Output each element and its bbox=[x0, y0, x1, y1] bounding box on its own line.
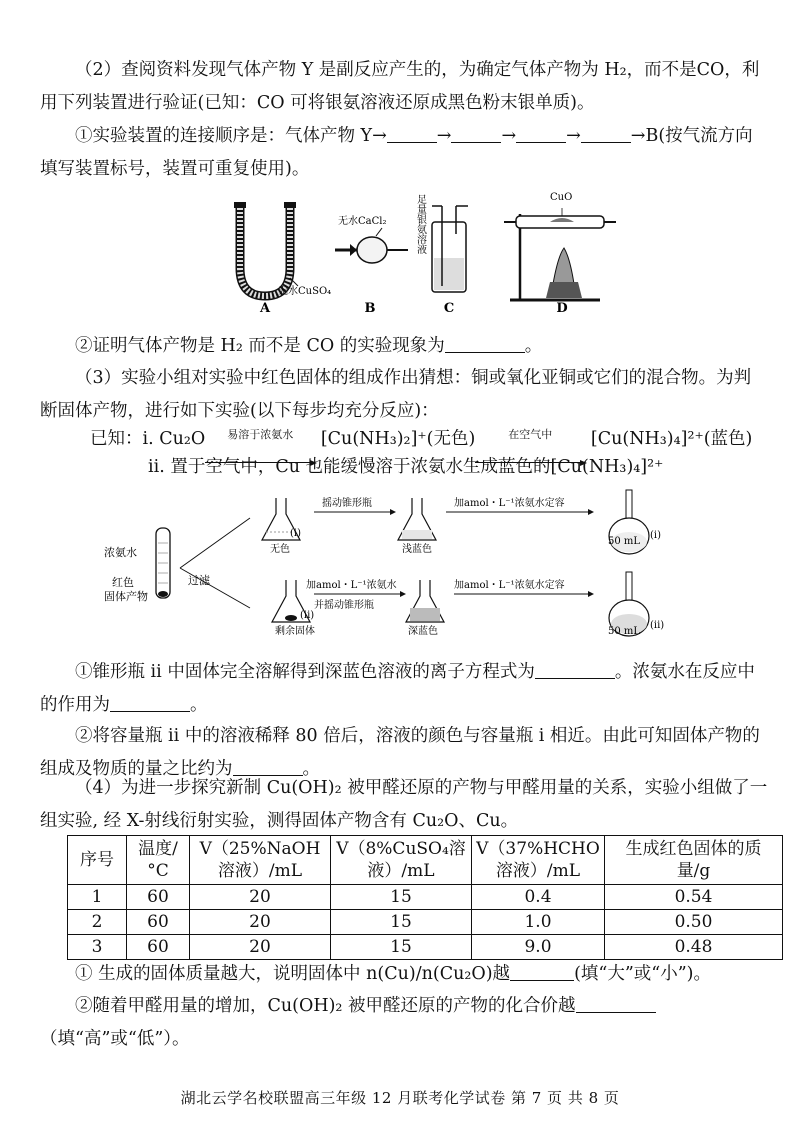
flask-i-color: 无色 bbox=[270, 544, 290, 555]
apparatus-a-label: A bbox=[259, 301, 271, 316]
step-add-shake-2: 并摇动锥形瓶 bbox=[314, 600, 374, 611]
header-hcho: V（37%HCHO溶液）/mL bbox=[472, 836, 605, 885]
vol-flask-ii-size: 50 mL bbox=[608, 626, 641, 637]
apparatus-c-label: C bbox=[443, 301, 455, 316]
answer-blank-10[interactable] bbox=[576, 994, 656, 1013]
vol-flask-ii-label: (ii) bbox=[650, 620, 665, 631]
section2-question1: ①实验装置的连接顺序是：气体产物 Y→ → → → →B(按气流方向填写装置标号，装置可重复使用)。 bbox=[40, 126, 753, 179]
answer-blank-9[interactable] bbox=[510, 962, 574, 981]
apparatus-d-reagent: CuO bbox=[550, 192, 573, 203]
residue-label: 剩余固体 bbox=[275, 626, 315, 637]
experiment-flow-diagram bbox=[100, 488, 700, 648]
step-shake-label: 摇动锥形瓶 bbox=[322, 498, 372, 509]
apparatus-figure bbox=[220, 178, 620, 318]
tube-label-ammonia: 浓氨水 bbox=[104, 546, 137, 559]
apparatus-b-label: B bbox=[364, 301, 376, 316]
answer-blank-4[interactable] bbox=[581, 124, 631, 143]
header-cuso4: V（8%CuSO₄溶液）/mL bbox=[331, 836, 472, 885]
header-seq: 序号 bbox=[68, 836, 127, 885]
known-condition-ii: ii. 置于空气中，Cu 也能缓慢溶于浓氨水生成蓝色的[Cu(NH₃)₄]²⁺ bbox=[148, 457, 664, 477]
apparatus-b-drying-tube bbox=[335, 228, 408, 263]
answer-blank-6[interactable] bbox=[535, 660, 615, 679]
answer-blank-5[interactable] bbox=[445, 334, 525, 353]
answer-blank-7[interactable] bbox=[110, 693, 190, 712]
apparatus-a-u-tube bbox=[234, 202, 298, 296]
section2-intro: （2）查阅资料发现气体产物 Y 是副反应产生的，为确定气体产物为 H₂，而不是CO，利用下列装置进行验证(已知：CO 可将银氨溶液还原成黑色粉末银单质)。 bbox=[40, 60, 760, 113]
table-row: 3 60 20 15 9.0 0.48 bbox=[68, 935, 783, 960]
table-header-row bbox=[68, 836, 783, 885]
answer-blank-3[interactable] bbox=[516, 124, 566, 143]
apparatus-d-heated-tube bbox=[504, 208, 616, 300]
reaction-arrow-1: 易溶于浓氨水 bbox=[205, 420, 315, 463]
answer-blank-2[interactable] bbox=[451, 124, 501, 143]
reaction-arrow-2: 在空气中 bbox=[475, 420, 585, 463]
apparatus-c-reagent: 足量银氨溶液 bbox=[414, 194, 426, 254]
header-mass: 生成红色固体的质量/g bbox=[605, 836, 783, 885]
test-tube bbox=[156, 528, 170, 598]
experiment-data-table bbox=[67, 835, 783, 960]
answer-blank-1[interactable] bbox=[387, 124, 437, 143]
section3-intro: （3）实验小组对实验中红色固体的组成作出猜想：铜或氧化亚铜或它们的混合物。为判断固体产物，进行如下实验(以下每步均充分反应)： bbox=[40, 368, 752, 421]
known-condition-i: 已知：i. Cu₂O 易溶于浓氨水 [Cu(NH₃)₂]⁺(无色) 在空气中 [Cu(NH₃)₄]²⁺(蓝色) bbox=[90, 420, 752, 463]
tube-label-solid: 固体产物 bbox=[104, 590, 148, 603]
flask-deep-blue bbox=[406, 580, 444, 622]
section3-question2: ②将容量瓶 ii 中的溶液稀释 80 倍后，溶液的颜色与容量瓶 i 相近。由此可知固体产物的组成及物质的量之比约为 。 bbox=[40, 726, 760, 779]
step-add-shake-1: 加amol・L⁻¹浓氨水 bbox=[306, 580, 397, 591]
flask-light-blue bbox=[398, 498, 436, 540]
section4-intro: （4）为进一步探究新制 Cu(OH)₂ 被甲醛还原的产物与甲醛用量的关系，实验小组做了一组实验, 经 X-射线衍射实验，测得固体产物含有 Cu₂O、Cu。 bbox=[40, 778, 768, 831]
apparatus-d-label: D bbox=[556, 301, 568, 316]
tube-label-red: 红色 bbox=[112, 576, 134, 589]
section4-question2: ②随着甲醛用量的增加，Cu(OH)₂ 被甲醛还原的产物的化合价越（填“高”或“低”）。 bbox=[40, 990, 768, 1056]
branch-arrow-up bbox=[180, 518, 250, 568]
section3-question1: ①锥形瓶 ii 中固体完全溶解得到深蓝色溶液的离子方程式为 。浓氨水在反应中的作用为 。 bbox=[40, 662, 755, 715]
light-blue-label: 浅蓝色 bbox=[402, 544, 432, 555]
table-row: 2 60 20 15 1.0 0.50 bbox=[68, 910, 783, 935]
apparatus-c-wash-bottle bbox=[432, 206, 468, 292]
section4-question1: ① 生成的固体质量越大，说明固体中 n(Cu)/n(Cu₂O)越 (填“大”或“小”)。 bbox=[75, 964, 712, 984]
flask-i-label: (i) bbox=[290, 528, 302, 539]
vol-flask-i-label: (i) bbox=[650, 530, 662, 541]
step-dilute-bottom: 加amol・L⁻¹浓氨水定容 bbox=[454, 580, 565, 591]
vol-flask-i-size: 50 mL bbox=[608, 536, 641, 547]
page-footer: 湖北云学名校联盟高三年级 12 月联考化学试卷 第 7 页 共 8 页 bbox=[180, 1089, 620, 1107]
deep-blue-label: 深蓝色 bbox=[408, 626, 438, 637]
apparatus-a-reagent: 无水CuSO₄ bbox=[278, 286, 332, 297]
header-naoh: V（25%NaOH溶液）/mL bbox=[190, 836, 331, 885]
flask-ii-label: (ii) bbox=[300, 610, 315, 621]
apparatus-b-reagent: 无水CaCl₂ bbox=[338, 216, 387, 227]
step-dilute-top: 加amol・L⁻¹浓氨水定容 bbox=[454, 498, 565, 509]
table-row: 1 60 20 15 0.4 0.54 bbox=[68, 885, 783, 910]
section2-question2: ②证明气体产物是 H₂ 而不是 CO 的实验现象为 。 bbox=[75, 336, 543, 356]
header-temp: 温度/°C bbox=[127, 836, 190, 885]
filter-label: 过滤 bbox=[188, 574, 210, 587]
